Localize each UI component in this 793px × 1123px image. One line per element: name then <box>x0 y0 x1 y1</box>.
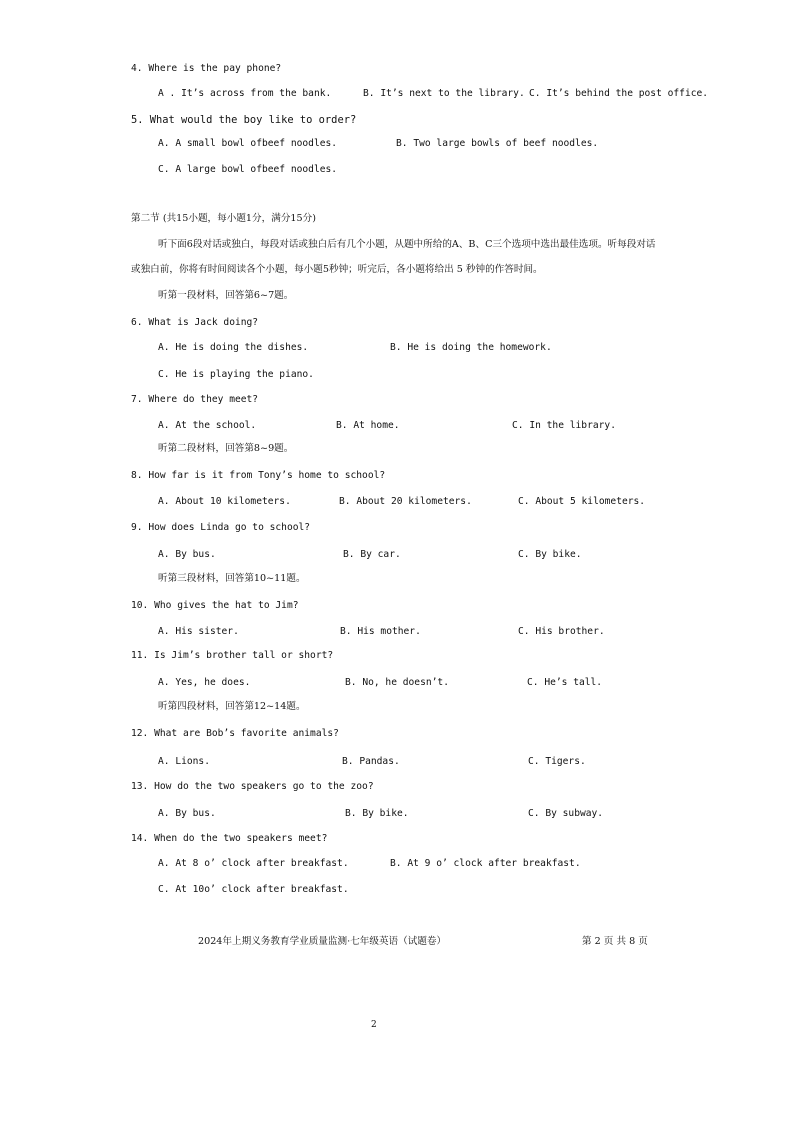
question-5-option-c: C. A large bowl ofbeef noodles. <box>158 164 338 175</box>
question-8-stem: 8. How far is it from Tony’s home to school? <box>131 470 386 481</box>
question-8-option-b: B. About 20 kilometers. <box>339 496 472 507</box>
question-14-option-b: B. At 9 o’ clock after breakfast. <box>390 858 581 869</box>
material-2-heading: 听第二段材料，回答第8~9题。 <box>158 443 294 454</box>
section-2-instructions-line-1: 听下面6段对话或独白，每段对话或独白后有几个小题，从题中所给的A、B、C三个选项中选出最佳选项。听每段对话 <box>158 239 656 250</box>
question-6-option-a: A. He is doing the dishes. <box>158 342 309 353</box>
question-6-option-b: B. He is doing the homework. <box>390 342 552 353</box>
question-11-option-b: B. No, he doesn’t. <box>345 677 449 688</box>
question-13-stem: 13. How do the two speakers go to the zoo? <box>131 781 374 792</box>
question-12-option-b: B. Pandas. <box>342 756 400 767</box>
question-7-option-b: B. At home. <box>336 420 400 431</box>
question-4-option-c: C. It’s behind the post office. <box>529 88 709 99</box>
page-number: 2 <box>371 1020 377 1030</box>
question-9-option-b: B. By car. <box>343 549 401 560</box>
question-12-stem: 12. What are Bob’s favorite animals? <box>131 728 339 739</box>
question-10-option-b: B. His mother. <box>340 626 421 637</box>
question-5-option-a: A. A small bowl ofbeef noodles. <box>158 138 338 149</box>
question-14-option-a: A. At 8 o’ clock after breakfast. <box>158 858 349 869</box>
question-13-option-b: B. By bike. <box>345 808 409 819</box>
question-7-option-a: A. At the school. <box>158 420 257 431</box>
question-9-option-c: C. By bike. <box>518 549 582 560</box>
question-7-option-c: C. In the library. <box>512 420 616 431</box>
question-11-option-c: C. He’s tall. <box>527 677 603 688</box>
question-6-stem: 6. What is Jack doing? <box>131 317 259 328</box>
material-4-heading: 听第四段材料，回答第12~14题。 <box>158 701 306 712</box>
question-14-option-c: C. At 10o’ clock after breakfast. <box>158 884 349 895</box>
section-2-title: 第二节 (共15小题，每小题1分，满分15分) <box>131 213 316 224</box>
question-7-stem: 7. Where do they meet? <box>131 394 259 405</box>
question-11-stem: 11. Is Jim’s brother tall or short? <box>131 650 334 661</box>
question-13-option-a: A. By bus. <box>158 808 216 819</box>
question-9-stem: 9. How does Linda go to school? <box>131 522 311 533</box>
question-10-option-a: A. His sister. <box>158 626 239 637</box>
question-12-option-a: A. Lions. <box>158 756 210 767</box>
footer-page-indicator: 第 2 页 共 8 页 <box>582 936 648 947</box>
section-2-instructions-line-2: 或独白前，你将有时间阅读各个小题，每小题5秒钟；听完后，各小题将给出 5 秒钟的作答时间。 <box>131 264 543 275</box>
question-10-stem: 10. Who gives the hat to Jim? <box>131 600 299 611</box>
question-4-option-a: A . It’s across from the bank. <box>158 88 332 99</box>
question-5-option-b: B. Two large bowls of beef noodles. <box>396 138 599 149</box>
question-4-option-b: B. It’s next to the library. <box>363 88 525 99</box>
question-6-option-c: C. He is playing the piano. <box>158 369 314 380</box>
material-1-heading: 听第一段材料，回答第6~7题。 <box>158 290 294 301</box>
question-10-option-c: C. His brother. <box>518 626 605 637</box>
question-12-option-c: C. Tigers. <box>528 756 586 767</box>
question-8-option-c: C. About 5 kilometers. <box>518 496 646 507</box>
footer-exam-title: 2024年上期义务教育学业质量监测·七年级英语（试题卷） <box>198 936 447 947</box>
material-3-heading: 听第三段材料，回答第10~11题。 <box>158 573 306 584</box>
question-14-stem: 14. When do the two speakers meet? <box>131 833 328 844</box>
question-11-option-a: A. Yes, he does. <box>158 677 251 688</box>
question-5-stem: 5. What would the boy like to order? <box>131 114 357 126</box>
question-4-stem: 4. Where is the pay phone? <box>131 63 282 74</box>
question-9-option-a: A. By bus. <box>158 549 216 560</box>
question-8-option-a: A. About 10 kilometers. <box>158 496 291 507</box>
question-13-option-c: C. By subway. <box>528 808 604 819</box>
